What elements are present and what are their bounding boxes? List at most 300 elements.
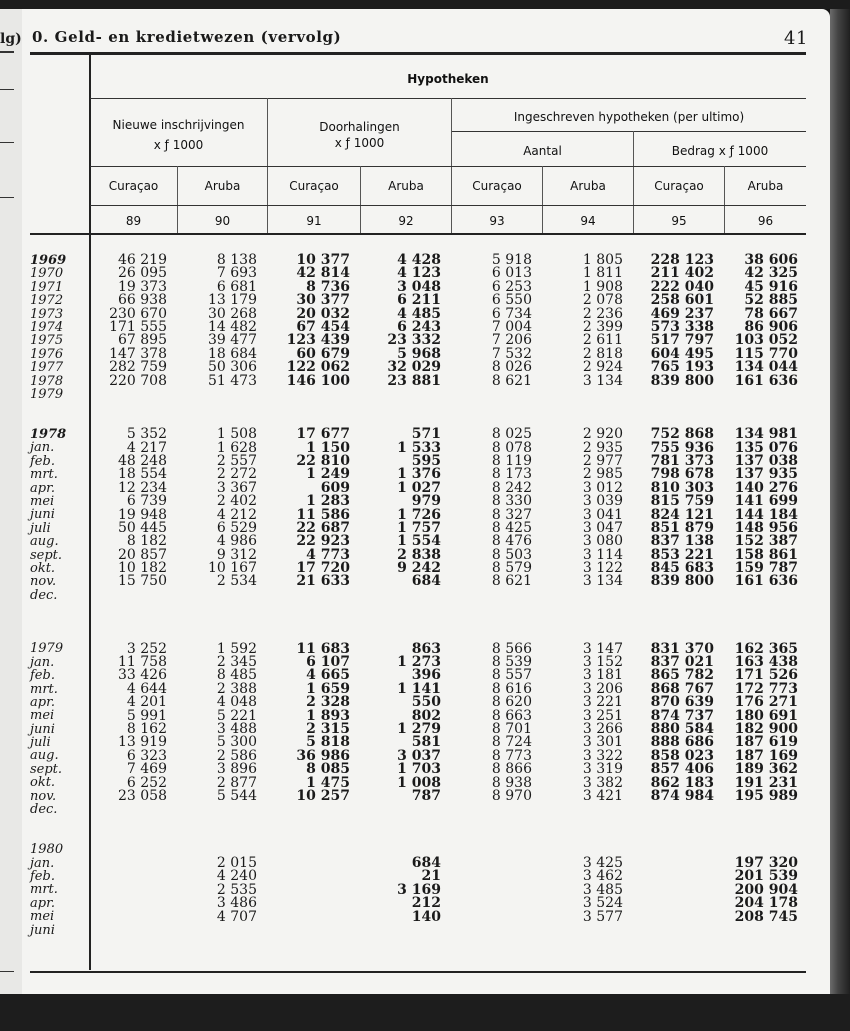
col-header: Curaçao [108,179,159,193]
table-cell: 19 948 [118,506,167,523]
table-cell [287,388,350,401]
table-cell: 858 023 [650,747,714,764]
table-cell: 4 048 [216,694,257,711]
table-cell: 162 365 [734,640,798,657]
table-cell: 7 469 [126,761,167,778]
prev-rule [0,142,14,143]
rule [452,131,806,132]
table-cell: 4 707 [216,908,257,925]
table-cell: 874 984 [650,787,714,804]
bedrag-label: Bedrag x ƒ 1000 [671,144,769,158]
table-cell: 8 503 [491,546,532,563]
stub-month: apr. [30,480,55,496]
table-cell: 146 100 [286,372,350,389]
column-c91-m1979 [296,640,350,804]
table-cell: 197 320 [734,855,798,871]
column-c94-m1980 [583,857,623,937]
prev-rule [0,197,14,198]
table-cell: 9 312 [216,546,257,563]
table-cell: 880 584 [650,720,714,737]
column-c92-m1980 [397,857,441,937]
table-cell: 1 508 [216,426,257,443]
stub-month: juni [30,507,55,523]
table-cell: 60 679 [296,345,350,362]
group-ingeschreven-label: Ingeschreven hypotheken (per ultimo) [513,110,745,124]
table-cell: 755 936 [650,439,714,456]
table-cell: 1 805 [582,252,623,268]
stub-year: 1973 [30,306,64,322]
stub-month: apr. [30,895,55,911]
table-cell: 8 539 [491,653,532,670]
table-cell: 6 739 [126,493,167,510]
column-c90-m1980 [217,857,257,937]
table-cell: 3 122 [582,560,623,577]
table-cell: 191 231 [734,774,798,791]
table-cell: 4 773 [306,546,350,563]
table-cell: 874 737 [650,707,714,724]
table-cell: 2 272 [216,466,257,483]
table-cell: 1 279 [397,720,441,737]
table-cell [397,924,441,937]
table-cell: 36 986 [296,747,350,764]
col-header: Curaçao [472,179,522,193]
table-cell: 868 767 [650,680,714,697]
table-cell: 3 251 [582,707,623,724]
table-cell [735,924,798,937]
table-cell: 3 181 [582,667,623,684]
table-cell: 3 488 [216,720,257,737]
header-bottom-rule [30,233,806,235]
col-header: Aruba [388,179,424,193]
table-cell: 865 782 [650,667,714,684]
table-cell: 8 701 [491,720,532,737]
table-cell: 46 219 [118,252,167,268]
table-cell: 5 818 [306,734,350,751]
prev-rule [0,89,14,90]
column-c95-m1979 [650,640,714,804]
table-cell: 3 421 [582,787,623,804]
table-cell: 2 078 [582,292,623,309]
table-cell: 7 206 [491,332,532,349]
table-cell: 8 078 [491,439,532,456]
table-cell: 171 555 [109,318,167,335]
table-cell: 163 438 [734,653,798,670]
group-doorhalingen-label: Doorhalingen [319,120,400,134]
table-cell: 42 325 [744,265,798,282]
table-cell: 6 211 [397,292,441,309]
stub-month: feb. [30,668,55,684]
table-cell: 4 986 [216,533,257,550]
table-bottom-rule [30,971,806,973]
table-cell: 870 639 [650,694,714,711]
table-cell: 13 919 [118,734,167,751]
table-cell: 8 621 [491,372,532,389]
table-cell: 573 338 [650,318,714,335]
table-cell: 5 968 [397,345,441,362]
table-cell: 8 663 [491,707,532,724]
stub-month: nov. [30,788,57,804]
table-cell: 103 052 [734,332,798,349]
table-cell: 21 633 [296,573,350,590]
table-cell: 3 134 [582,573,623,590]
table-cell: 159 787 [734,560,798,577]
table-cell: 2 924 [582,359,623,376]
table-cell: 6 252 [126,774,167,791]
table-cell: 862 183 [650,774,714,791]
stub-month: okt. [30,775,56,791]
column-c96-m1980 [735,857,798,937]
table-cell: 3 114 [582,546,623,563]
table-cell: 839 800 [650,573,714,590]
table-cell: 802 [411,707,441,724]
table-cell: 3 134 [582,372,623,389]
table-cell: 1 249 [306,466,350,483]
table-cell: 4 201 [126,694,167,711]
table-cell: 3 382 [582,774,623,791]
table-cell: 180 691 [734,707,798,724]
table-cell: 3 206 [582,680,623,697]
table-cell: 4 217 [126,439,167,456]
table-cell: 42 814 [296,265,350,282]
column-c92-m1979 [397,640,441,804]
table-cell: 282 759 [109,359,167,376]
stub-month: mrt. [30,467,58,483]
stub-month: feb. [30,453,55,469]
table-cell: 9 242 [397,560,441,577]
table-cell: 20 857 [118,546,167,563]
table-cell: 863 [411,640,441,657]
stub-year: 1979 [30,386,64,402]
table-cell: 8 485 [216,667,257,684]
table-cell: 2 328 [306,694,350,711]
col-number: 92 [398,214,414,228]
stub-month: nov. [30,574,57,590]
book-edge [830,9,850,1031]
table-cell: 140 [411,908,441,925]
table-cell: 469 237 [650,305,714,322]
table-cell: 5 991 [126,707,167,724]
table-cell: 15 750 [118,573,167,590]
table-cell: 6 107 [306,653,350,670]
table-cell: 4 644 [126,680,167,697]
table-cell: 13 179 [208,292,257,309]
table-cell: 5 352 [126,426,167,443]
table-cell: 2 534 [216,573,257,590]
table-cell: 2 345 [216,653,257,670]
table-cell: 1 659 [306,680,350,697]
table-top-rule [30,52,806,55]
column-c94-annual [583,254,623,401]
table-cell: 3 425 [582,855,623,871]
table-cell: 152 387 [734,533,798,550]
table-cell: 2 920 [582,426,623,443]
col-number: 90 [214,214,231,228]
stub-month: mrt. [30,681,58,697]
table-cell: 8 616 [491,680,532,697]
group-nieuwe-label: Nieuwe inschrijvingen [112,118,245,132]
table-cell: 11 683 [296,640,350,657]
stub-month: mrt. [30,882,58,898]
table-cell: 517 797 [650,332,714,349]
stub-month: aug. [30,534,59,550]
table-cell: 824 121 [650,506,714,523]
column-c92-annual [387,254,441,401]
table-cell: 161 636 [734,372,798,389]
table-title: Hypotheken [407,72,489,86]
column-c93-annual [492,254,532,401]
stub-year: 1977 [30,360,64,376]
table-cell: 2 586 [216,747,257,764]
table-cell: 7 004 [491,318,532,335]
col-header: Curaçao [654,179,704,193]
table-cell: 3 266 [582,720,623,737]
table-cell: 51 473 [208,372,257,389]
aantal-label: Aantal [523,144,562,158]
table-cell: 204 178 [734,895,798,912]
col-number: 91 [306,214,322,228]
table-cell: 6 550 [491,292,532,309]
rule [90,205,806,206]
table-cell: 78 667 [744,305,798,322]
table-cell: 3 367 [216,479,257,496]
table-cell: 3 462 [582,868,623,885]
table-cell: 837 021 [650,653,714,670]
table-cell: 839 800 [650,372,714,389]
table-cell: 3 169 [397,881,441,898]
table-cell: 853 221 [650,546,714,563]
table-cell: 798 678 [650,466,714,483]
col-number: 96 [757,214,774,228]
table-cell: 220 708 [109,372,167,389]
table-cell: 172 773 [734,680,798,697]
table-cell: 8 242 [491,479,532,496]
table-cell: 6 734 [491,305,532,322]
table-cell: 3 041 [582,506,623,523]
table-cell: 134 044 [734,359,798,376]
table-cell: 851 879 [650,519,714,536]
stub-year: 1971 [30,279,64,295]
table-cell: 8 579 [491,560,532,577]
table-cell: 1 150 [306,439,350,456]
stub-year: 1976 [30,346,64,362]
stub-month: aug. [30,748,59,764]
table-cell: 7 532 [491,345,532,362]
table-cell: 10 182 [118,560,167,577]
table-cell: 66 938 [118,292,167,309]
column-c95-m1978 [651,428,714,589]
table-cell [651,388,714,401]
table-cell: 4 485 [397,305,441,322]
table-cell: 3 322 [582,747,623,764]
table-cell: 8 476 [491,533,532,550]
table-cell: 137 038 [734,452,798,469]
table-cell: 12 234 [118,479,167,496]
table-cell: 2 838 [397,546,441,563]
stub-section-year: 1979 [30,641,64,657]
table-cell: 38 606 [744,252,798,268]
table-cell: 122 062 [286,359,350,376]
col-header: Aruba [204,179,241,193]
table-cell: 32 029 [387,359,441,376]
table-cell: 148 956 [734,519,798,536]
table-cell: 6 243 [397,318,441,335]
table-cell: 52 885 [744,292,798,309]
table-cell: 3 221 [582,694,623,711]
table-cell: 1 592 [216,640,257,657]
stub-month: sept. [30,761,63,777]
table-cell: 752 868 [650,426,714,443]
column-c94-m1978 [583,428,623,589]
table-cell: 6 681 [216,278,257,295]
stub-month: juni [30,922,55,938]
table-cell: 1 141 [397,680,441,697]
stub-month: dec. [30,802,58,818]
table-cell: 8 085 [306,761,350,778]
table-cell [208,388,257,401]
column-c90-m1979 [216,640,257,804]
table-cell: 33 426 [118,667,167,684]
table-cell: 23 058 [118,787,167,804]
table-cell: 4 240 [216,868,257,885]
table-cell: 8 970 [491,787,532,804]
stub-month: mei [30,494,55,510]
scan-top-border [0,0,850,9]
table-cell: 6 013 [491,265,532,282]
stub-month: juli [30,735,51,751]
table-cell: 1 008 [397,774,441,791]
table-cell: 888 686 [650,734,714,751]
table-cell: 787 [411,787,441,804]
table-cell: 230 670 [109,305,167,322]
column-c91-m1978 [296,428,350,589]
table-cell: 5 300 [216,734,257,751]
table-cell: 3 147 [582,640,623,657]
table-cell: 182 900 [734,720,798,737]
table-cell: 3 252 [126,640,167,657]
table-cell: 609 [320,479,350,496]
stub-month: sept. [30,547,63,563]
table-cell: 18 554 [118,466,167,483]
table-cell: 23 332 [387,332,441,349]
column-c96-m1978 [735,428,798,589]
table-cell: 8 621 [491,573,532,590]
table-cell: 8 173 [491,466,532,483]
table-cell: 134 981 [734,426,798,443]
table-cell: 765 193 [650,359,714,376]
table-cell: 1 757 [397,519,441,536]
column-c94-m1979 [582,640,623,804]
stub-month: mei [30,708,55,724]
table-cell: 2 611 [582,332,623,349]
table-cell: 39 477 [208,332,257,349]
table-cell: 14 482 [208,318,257,335]
column-c95-annual [651,254,714,401]
col-number: 89 [125,214,142,228]
table-cell: 3 486 [216,895,257,912]
stub-month: jan. [30,855,55,871]
table-cell: 3 039 [582,493,623,510]
stub-month: mei [30,909,55,925]
table-cell: 8 182 [126,533,167,550]
col-number: 93 [489,214,505,228]
table-cell: 6 253 [491,278,532,295]
table-cell: 2 877 [216,774,257,791]
stub-month: apr. [30,694,55,710]
stub-month: juni [30,721,55,737]
table-cell: 67 895 [118,332,167,349]
table-cell [583,388,623,401]
table-cell: 171 526 [734,667,798,684]
table-cell: 17 677 [296,426,350,443]
table-cell: 810 303 [650,479,714,496]
table-cell: 4 665 [306,667,350,684]
table-cell: 3 048 [397,278,441,295]
table-cell: 123 439 [286,332,350,349]
table-cell: 2 402 [216,493,257,510]
table-cell: 8 566 [491,640,532,657]
table-cell [492,388,532,401]
table-cell: 1 703 [397,761,441,778]
group-nieuwe-unit: x ƒ 1000 [153,138,204,152]
table-cell: 140 276 [734,479,798,496]
table-cell: 1 726 [397,506,441,523]
column-c89-annual [109,254,167,401]
table-cell: 1 893 [306,707,350,724]
table-cell: 581 [411,734,441,751]
table-cell: 595 [411,452,441,469]
rule [90,98,806,99]
table-cell: 1 283 [306,493,350,510]
col-number: 94 [580,214,596,228]
table-cell: 23 881 [387,372,441,389]
table-cell: 2 818 [582,345,623,362]
table-cell [387,388,441,401]
table-cell: 604 495 [650,345,714,362]
table-cell: 3 152 [582,653,623,670]
table-cell: 8 330 [491,493,532,510]
table-cell: 30 268 [208,305,257,322]
table-cell: 1 533 [397,439,441,456]
table-cell: 8 162 [126,720,167,737]
table-cell: 684 [411,573,441,590]
table-cell: 781 373 [650,452,714,469]
table-cell: 258 601 [650,292,714,309]
row-stub-column [30,254,90,937]
table-cell: 837 138 [650,533,714,550]
table-cell: 2 388 [216,680,257,697]
stub-month: okt. [30,560,56,576]
table-cell: 211 402 [650,265,714,282]
table-cell: 684 [411,855,441,871]
table-cell: 2 935 [582,439,623,456]
stub-year: 1969 [30,253,67,268]
prev-rule [0,51,14,53]
table-cell: 195 989 [734,787,798,804]
table-cell: 50 306 [208,359,257,376]
table-cell: 3 524 [582,895,623,912]
table-cell: 6 529 [216,519,257,536]
table-cell: 8 724 [491,734,532,751]
table-cell: 67 454 [296,318,350,335]
table-cell: 4 123 [397,265,441,282]
table-cell: 158 861 [734,546,798,563]
table-cell: 22 923 [296,533,350,550]
column-c91-annual [287,254,350,401]
table-cell: 161 636 [734,573,798,590]
table-cell: 571 [411,426,441,443]
stub-month: jan. [30,654,55,670]
scan-bottom-border [0,994,850,1031]
